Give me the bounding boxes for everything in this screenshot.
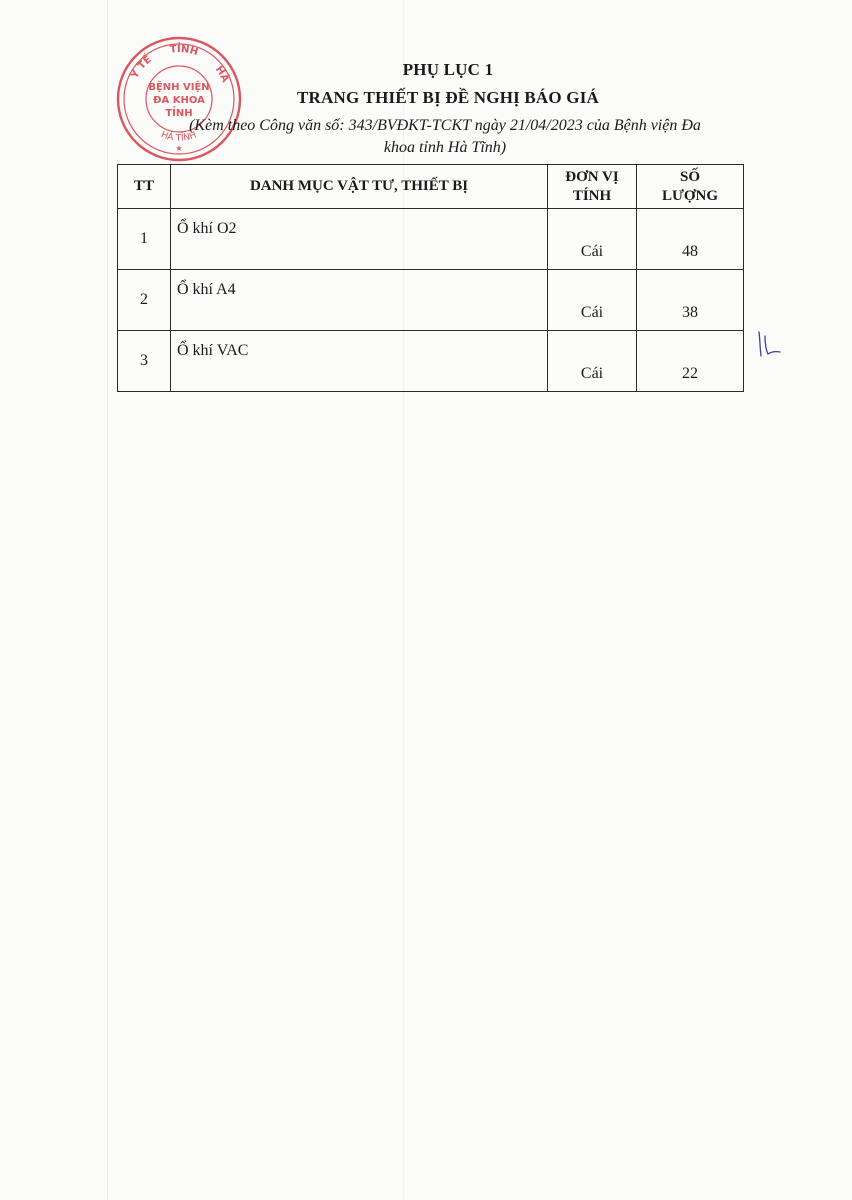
stamp-lower-text: HÀ TĨNH xyxy=(159,130,198,144)
stamp-left-text: Y TẾ xyxy=(129,54,154,81)
table-row xyxy=(118,270,744,331)
subtitle-line-2: khoa tỉnh Hà Tĩnh) xyxy=(383,139,507,156)
stamp-top-text: TỈNH xyxy=(169,43,200,59)
header-quantity xyxy=(637,165,744,209)
scan-artifact-line xyxy=(107,0,108,1200)
appendix-label: PHỤ LỤC 1 xyxy=(402,60,494,79)
row-tt: 1 xyxy=(118,209,171,270)
stamp-center-line-3: TỈNH xyxy=(165,108,193,119)
document-title: TRANG THIẾT BỊ ĐỀ NGHỊ BÁO GIÁ xyxy=(297,88,599,107)
document-subtitle xyxy=(100,115,790,159)
row-quantity: 48 xyxy=(637,209,744,270)
star-icon: ★ xyxy=(175,144,183,153)
header-unit-line-2: TÍNH xyxy=(572,187,612,204)
row-tt: 2 xyxy=(118,270,171,331)
stamp-center-line-2: ĐA KHOA xyxy=(153,95,205,106)
subtitle-line-1: (Kèm theo Công văn số: 343/BVĐKT-TCKT ngày 21/04/2023 của Bệnh viện Đa xyxy=(189,117,701,134)
equipment-table xyxy=(117,164,744,392)
header-qty-line-2: LƯỢNG xyxy=(661,187,719,204)
header-qty-line-1: SỐ xyxy=(679,168,700,185)
table-row xyxy=(118,209,744,270)
row-item-name: Ổ khí O2 xyxy=(171,209,548,270)
header-tt: TT xyxy=(118,165,171,209)
header-unit-line-1: ĐƠN VỊ xyxy=(565,168,619,185)
row-item-name: Ổ khí VAC xyxy=(171,331,548,392)
header-unit xyxy=(548,165,637,209)
header-item-name: DANH MỤC VẬT TƯ, THIẾT BỊ xyxy=(171,165,548,209)
row-quantity: 22 xyxy=(637,331,744,392)
table-row xyxy=(118,331,744,392)
svg-text:TỈNH xyxy=(169,41,199,58)
row-unit: Cái xyxy=(548,331,637,392)
table-header-row xyxy=(118,165,744,209)
row-quantity: 38 xyxy=(637,270,744,331)
handwritten-initial-mark xyxy=(756,330,782,358)
stamp-right-text: HÀ xyxy=(212,64,231,85)
row-unit: Cái xyxy=(548,270,637,331)
row-tt: 3 xyxy=(118,331,171,392)
row-item-name: Ổ khí A4 xyxy=(171,270,548,331)
stamp-center-line-1: BỆNH VIỆN xyxy=(148,82,210,93)
row-unit: Cái xyxy=(548,209,637,270)
